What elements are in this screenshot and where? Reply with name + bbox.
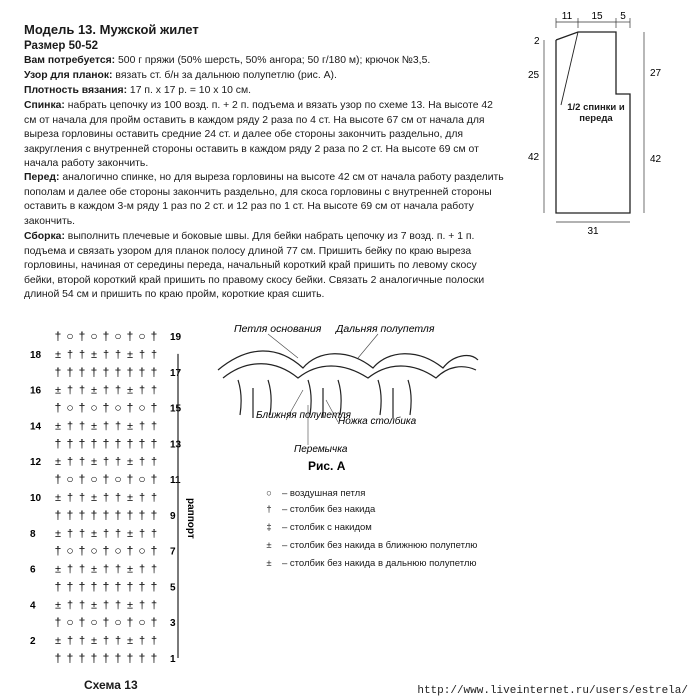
chart-stitch-symbol: ± (54, 348, 62, 361)
schematic-label: 1/2 спинки и переда (567, 102, 625, 124)
chart-stitch-symbol: † (150, 527, 158, 540)
chart-stitch-symbol: ± (54, 635, 62, 648)
chart-row-label-right: 5 (170, 582, 176, 594)
chart-stitch-symbol: † (126, 543, 134, 558)
chart-stitch-symbol: ± (54, 599, 62, 612)
chart-stitch-symbol: † (138, 563, 146, 576)
chart-stitch-symbol: † (78, 364, 86, 379)
chart-stitch-symbol: † (78, 348, 86, 361)
chart-stitch-symbol: ± (126, 456, 134, 469)
model-title: Модель 13. Мужской жилет (24, 22, 199, 37)
chart-row-label-left: 12 (30, 457, 42, 469)
back-text: набрать цепочку из 100 возд. п. + 2 п. подъема и вязать узор по схеме 13. На высоте 42 см от начала для пройм оставить в каждом ряду 2 раза по 4 ст. На высоте 67 см от начала для выреза горловины оставить средние 24 ст. и далее обе стороны закончить раздельно, для закругления с внутренней стороны оставить в каждом ряду 2 раза по 2 ст. На высоте 69 см от начала работу закончить. (24, 100, 493, 170)
chart-stitch-symbol: ○ (138, 329, 146, 343)
chart-stitch-symbol: † (102, 563, 110, 576)
chart-stitch-symbol: ± (54, 384, 62, 397)
size-label: Размер 50-52 (24, 40, 99, 52)
chart-stitch-symbol: † (126, 472, 134, 487)
sc-front-loop-icon: ± (266, 540, 272, 551)
chart-stitch-symbol: † (150, 615, 158, 630)
chart-stitch-symbol: † (126, 436, 134, 451)
chart-stitch-symbol: † (150, 329, 158, 343)
chart-stitch-symbol: ○ (138, 615, 146, 630)
chart-stitch-symbol: † (78, 456, 86, 469)
legend-text: – воздушная петля (282, 488, 366, 499)
rapport-label: раппорт (185, 498, 196, 539)
materials-paragraph (24, 54, 504, 69)
chart-stitch-symbol: ○ (114, 543, 122, 558)
chart-stitch-symbol: † (114, 364, 122, 379)
chart-stitch-symbol: † (102, 472, 110, 487)
chart-stitch-symbol: † (102, 329, 110, 343)
dim-right-42: 42 (650, 154, 662, 165)
garment-schematic (526, 10, 691, 240)
chart-row-label-right: 3 (170, 618, 176, 630)
front-label: Перед: (24, 172, 60, 183)
chart-row-label-left: 18 (30, 349, 42, 361)
chart-stitch-symbol: ± (126, 348, 134, 361)
chart-row-label-right: 17 (170, 367, 182, 379)
chart-stitch-symbol: † (114, 579, 122, 594)
chart-stitch-symbol: † (102, 364, 110, 379)
chart-stitch-symbol: † (90, 579, 98, 594)
chart-stitch-symbol: † (126, 507, 134, 522)
single-crochet-icon: † (266, 504, 272, 515)
chart-stitch-symbol: † (114, 651, 122, 665)
chart-stitch-symbol: † (150, 456, 158, 469)
chart-stitch-symbol: ± (90, 384, 98, 397)
chart-stitch-symbol: † (114, 507, 122, 522)
legend-text: – столбик без накида в дальнюю полупетлю (282, 558, 477, 569)
chart-row-label-right: 13 (170, 439, 182, 451)
chart-stitch-symbol: † (114, 384, 122, 397)
assembly-text: выполнить плечевые и боковые швы. Для бейки набрать цепочку из 7 возд. п. + 1 п. подъема и связать узором для планок полосу длиной 77 см. Пришить бейку по краю выреза горловины, начиная от середины переда, начальный короткий край пришить по левому скосу бейки, второй короткий край пришить по правому скосу бейки. Связать 2 аналогичные полоски длиной 54 см и пришить по краю пройм, короткие края сшить. (24, 231, 485, 301)
chart-stitch-symbol: † (90, 364, 98, 379)
source-url: http://www.liveinternet.ru/users/estrela/ (417, 685, 688, 697)
trim-pattern-text: вязать ст. б/н за дальнюю полупетлю (рис. А). (112, 70, 337, 81)
materials-text: 500 г пряжи (50% шерсть, 50% ангора; 50 г/180 м); крючок №3,5. (115, 55, 431, 66)
chart-stitch-symbol: † (114, 348, 122, 361)
neckline-line (561, 32, 578, 105)
chart-stitch-symbol: ○ (138, 543, 146, 558)
chart-stitch-symbol: † (138, 420, 146, 433)
chart-stitch-symbol: ± (90, 635, 98, 648)
chart-stitch-symbol: † (150, 563, 158, 576)
assembly-label: Сборка: (24, 231, 65, 242)
chart-stitch-symbol: ○ (114, 329, 122, 343)
label-far-half-loop: Дальняя полупетля (336, 323, 435, 335)
dim-right-27: 27 (650, 68, 662, 79)
chart-stitch-symbol: † (126, 364, 134, 379)
legend-item (262, 504, 492, 516)
chart-row-label-right: 9 (170, 510, 176, 522)
chart-stitch-symbol: ± (54, 492, 62, 504)
dim-left-2: 2 (534, 36, 540, 47)
chart-stitch-symbol: ± (90, 563, 98, 576)
label-near-half-loop: Ближняя полупетля (256, 410, 351, 421)
back-label: Спинка: (24, 100, 65, 111)
chart-stitch-symbol: † (66, 563, 74, 576)
chart-stitch-symbol: † (150, 364, 158, 379)
chart-stitch-symbol: † (126, 579, 134, 594)
chart-stitch-symbol: ± (54, 420, 62, 433)
chart-row-label-left: 14 (30, 421, 42, 433)
chart-stitch-symbol: † (138, 456, 146, 469)
chart-stitch-symbol: † (78, 329, 86, 343)
legend-item (262, 540, 492, 552)
front-paragraph (24, 171, 504, 229)
chart-row-label-left: 16 (30, 385, 42, 397)
chart-stitch-symbol: † (54, 329, 62, 343)
symbol-legend (262, 488, 492, 608)
double-crochet-icon: ‡ (266, 522, 272, 533)
sc-back-loop-icon: ± (266, 558, 272, 569)
chart-stitch-symbol: ± (54, 456, 62, 469)
dim-left-42: 42 (528, 152, 540, 163)
legend-list (262, 488, 492, 570)
chart-stitch-symbol: † (90, 507, 98, 522)
chart-stitch-symbol: ± (90, 348, 98, 361)
chart-stitch-symbol: ○ (66, 400, 74, 415)
legend-text: – столбик с накидом (282, 522, 372, 533)
chart-stitch-symbol: † (150, 384, 158, 397)
chart-stitch-symbol: † (54, 436, 62, 451)
chart-stitch-symbol: † (150, 599, 158, 612)
chart-stitch-symbol: † (66, 492, 74, 504)
chart-stitch-symbol: † (150, 492, 158, 504)
chart-stitch-symbol: ± (90, 456, 98, 469)
chart-stitch-symbol: † (78, 651, 86, 665)
chart-stitch-symbol: † (102, 507, 110, 522)
chart-stitch-symbol: † (150, 651, 158, 665)
chart-stitch-symbol: ± (126, 420, 134, 433)
chart-row-label-left: 4 (30, 600, 36, 612)
chart-stitch-symbol: ± (126, 599, 134, 612)
chart-stitch-symbol: † (102, 436, 110, 451)
chart-stitch-symbol: † (126, 329, 134, 343)
legend-item (262, 558, 492, 570)
chart-stitch-symbol: † (66, 436, 74, 451)
chain-stitch-icon: ○ (266, 488, 272, 499)
legend-text: – столбик без накида (282, 504, 376, 515)
chart-stitch-symbol: † (78, 599, 86, 612)
chart-stitch-symbol: † (102, 348, 110, 361)
label-base-loop: Петля основания (234, 323, 322, 335)
trim-pattern-paragraph (24, 69, 504, 84)
gauge-paragraph (24, 84, 504, 99)
legend-text: – столбик без накида в ближнюю полупетлю (282, 540, 478, 551)
chart-stitch-symbol: † (138, 579, 146, 594)
chart-stitch-symbol: ○ (66, 472, 74, 487)
chart-stitch-symbol: ± (126, 635, 134, 648)
chart-stitch-symbol: † (54, 400, 62, 415)
trim-pattern-label: Узор для планок: (24, 70, 113, 81)
back-paragraph (24, 99, 504, 172)
chart-stitch-symbol: † (54, 364, 62, 379)
chart-stitch-symbol: ± (90, 599, 98, 612)
chart-stitch-symbol: ± (126, 492, 134, 504)
chart-stitch-symbol: † (78, 507, 86, 522)
chart-stitch-symbol: † (54, 579, 62, 594)
chart-stitch-symbol: † (78, 543, 86, 558)
chart-row-label-left: 10 (30, 493, 42, 504)
chart-row-label-right: 19 (170, 332, 182, 343)
label-stitch-leg: Ножка столбика (338, 416, 417, 427)
dim-bottom-31: 31 (587, 226, 599, 237)
chart-stitch-symbol: ○ (66, 615, 74, 630)
dim-top-15: 15 (591, 11, 603, 22)
chart-row-label-left: 6 (30, 564, 36, 576)
front-text: аналогично спинке, но для выреза горловины на высоте 42 см от начала работу разделить пополам и далее обе стороны закончить раздельно, для скоса горловины с внутренней стороны оставить в каждом 3-м ряду 1 раз по 2 ст. и 12 раз по 1 ст. На высоте 69 см от начала работу закончить. (24, 172, 504, 227)
chart-stitch-symbol: † (78, 563, 86, 576)
chart-stitch-symbol: † (114, 436, 122, 451)
chart-stitch-symbol: † (66, 364, 74, 379)
legend-item (262, 522, 492, 534)
chart-stitch-symbol: † (138, 364, 146, 379)
chart-row-label-left: 8 (30, 528, 36, 540)
chart-stitch-symbol: ± (54, 527, 62, 540)
chart-row-label-right: 11 (170, 475, 181, 487)
figure-a-caption: Рис. А (308, 459, 346, 473)
chart-stitch-symbol: † (78, 472, 86, 487)
chart-stitch-symbol: ○ (114, 400, 122, 415)
chart-stitch-symbol: ○ (90, 615, 98, 630)
chart-stitch-symbol: † (102, 579, 110, 594)
chart-stitch-symbol: ○ (66, 329, 74, 343)
chart-stitch-symbol: † (102, 635, 110, 648)
chart-stitch-symbol: † (102, 400, 110, 415)
chart-stitch-symbol: † (66, 507, 74, 522)
chart-stitch-symbol: † (138, 507, 146, 522)
chart-stitch-symbol: † (114, 492, 122, 504)
chart-stitch-symbol: † (138, 651, 146, 665)
chart-stitch-symbol: † (138, 436, 146, 451)
chart-stitch-symbol: † (66, 527, 74, 540)
chart-row-label-left: 2 (30, 636, 36, 648)
chart-stitch-symbol: † (138, 492, 146, 504)
chart-stitch-symbol: † (150, 348, 158, 361)
chart-stitch-symbol: † (66, 348, 74, 361)
chart-stitch-symbol: ± (90, 492, 98, 504)
chart-stitch-symbol: ○ (114, 615, 122, 630)
chart-stitch-symbol: † (54, 507, 62, 522)
chart-stitch-symbol: † (150, 436, 158, 451)
chart-stitch-symbol: † (114, 456, 122, 469)
chart-stitch-symbol: ○ (90, 329, 98, 343)
chart-stitch-symbol: † (114, 527, 122, 540)
chart-stitch-symbol: ± (90, 527, 98, 540)
chart-stitch-symbol: † (150, 472, 158, 487)
chart-stitch-symbol: † (66, 420, 74, 433)
chart-stitch-symbol: † (114, 599, 122, 612)
chart-stitch-symbol: † (102, 492, 110, 504)
materials-label: Вам потребуется: (24, 55, 116, 66)
chart-stitch-symbol: † (54, 651, 62, 665)
chart-stitch-symbol: † (102, 651, 110, 665)
chart-stitch-symbol: † (150, 400, 158, 415)
chart-stitch-symbol: † (66, 599, 74, 612)
gauge-text: 17 п. х 17 р. = 10 х 10 см. (127, 85, 252, 96)
chart-stitch-symbol: † (126, 400, 134, 415)
chart-stitch-symbol: † (78, 436, 86, 451)
chart-stitch-symbol: † (54, 543, 62, 558)
chart-stitch-symbol: † (78, 635, 86, 648)
chart-row-label-right: 15 (170, 403, 182, 415)
chart-stitch-symbol: † (66, 579, 74, 594)
chart-row-label-right: 7 (170, 546, 176, 558)
chart-stitch-symbol: † (66, 651, 74, 665)
chart-stitch-symbol: ± (54, 563, 62, 576)
chart-stitch-symbol: ○ (90, 472, 98, 487)
chart-stitch-symbol: † (78, 420, 86, 433)
chart-stitch-symbol: ○ (138, 400, 146, 415)
gauge-label: Плотность вязания: (24, 85, 128, 96)
chart-stitch-symbol: † (114, 420, 122, 433)
chart-stitch-symbol: † (78, 384, 86, 397)
chart-stitch-symbol: † (102, 456, 110, 469)
chart-stitch-symbol: † (102, 527, 110, 540)
chart-stitch-symbol: † (150, 543, 158, 558)
legend-item (262, 488, 492, 500)
chart-stitch-symbol: † (138, 635, 146, 648)
chart-stitch-symbol: ○ (138, 472, 146, 487)
chart-stitch-symbol: † (78, 492, 86, 504)
chart-stitch-symbol: ○ (90, 543, 98, 558)
chart-stitch-symbol: † (150, 635, 158, 648)
chart-stitch-symbol: † (150, 507, 158, 522)
chart-stitch-symbol: † (138, 348, 146, 361)
chart-stitch-symbol: † (126, 615, 134, 630)
dim-left-25: 25 (528, 70, 540, 81)
chart-13-caption: Схема 13 (84, 678, 138, 692)
chart-stitch-symbol: ○ (114, 472, 122, 487)
chart-stitch-symbol: † (90, 436, 98, 451)
chart-row-label-right: 1 (170, 654, 176, 665)
chart-stitch-symbol: † (78, 400, 86, 415)
chart-stitch-symbol: † (138, 384, 146, 397)
dim-top-11: 11 (561, 11, 573, 22)
chart-stitch-symbol: † (66, 635, 74, 648)
chart-stitch-symbol: † (150, 420, 158, 433)
chart-stitch-symbol: ○ (90, 400, 98, 415)
chart-stitch-symbol: † (126, 651, 134, 665)
chart-stitch-symbol: † (102, 543, 110, 558)
chart-stitch-symbol: ± (126, 384, 134, 397)
chart-stitch-symbol: † (66, 384, 74, 397)
figure-a-diagram (208, 320, 488, 475)
chart-stitch-symbol: † (150, 579, 158, 594)
dim-top-5: 5 (620, 11, 626, 22)
chart-stitch-symbol: ± (126, 527, 134, 540)
chart-stitch-symbol: † (78, 527, 86, 540)
chart-stitch-symbol: † (102, 599, 110, 612)
chart-stitch-symbol: † (54, 615, 62, 630)
chart-stitch-symbol: † (102, 420, 110, 433)
chart-stitch-symbol: † (114, 563, 122, 576)
chart-stitch-symbol: † (138, 527, 146, 540)
chart-stitch-symbol: † (102, 615, 110, 630)
chart-stitch-symbol: † (138, 599, 146, 612)
assembly-paragraph (24, 230, 504, 303)
chart-stitch-symbol: † (102, 384, 110, 397)
chart-stitch-symbol: ± (126, 563, 134, 576)
crochet-chart-13 (28, 328, 218, 668)
chart-stitch-symbol: † (114, 635, 122, 648)
chart-stitch-symbol: † (90, 651, 98, 665)
chart-stitch-symbol: † (78, 615, 86, 630)
label-bridge: Перемычка (294, 444, 348, 455)
chart-stitch-symbol: † (54, 472, 62, 487)
chart-stitch-symbol: † (78, 579, 86, 594)
chart-stitch-symbol: † (66, 456, 74, 469)
chart-stitch-symbol: ○ (66, 543, 74, 558)
chart-stitch-symbol: ± (90, 420, 98, 433)
